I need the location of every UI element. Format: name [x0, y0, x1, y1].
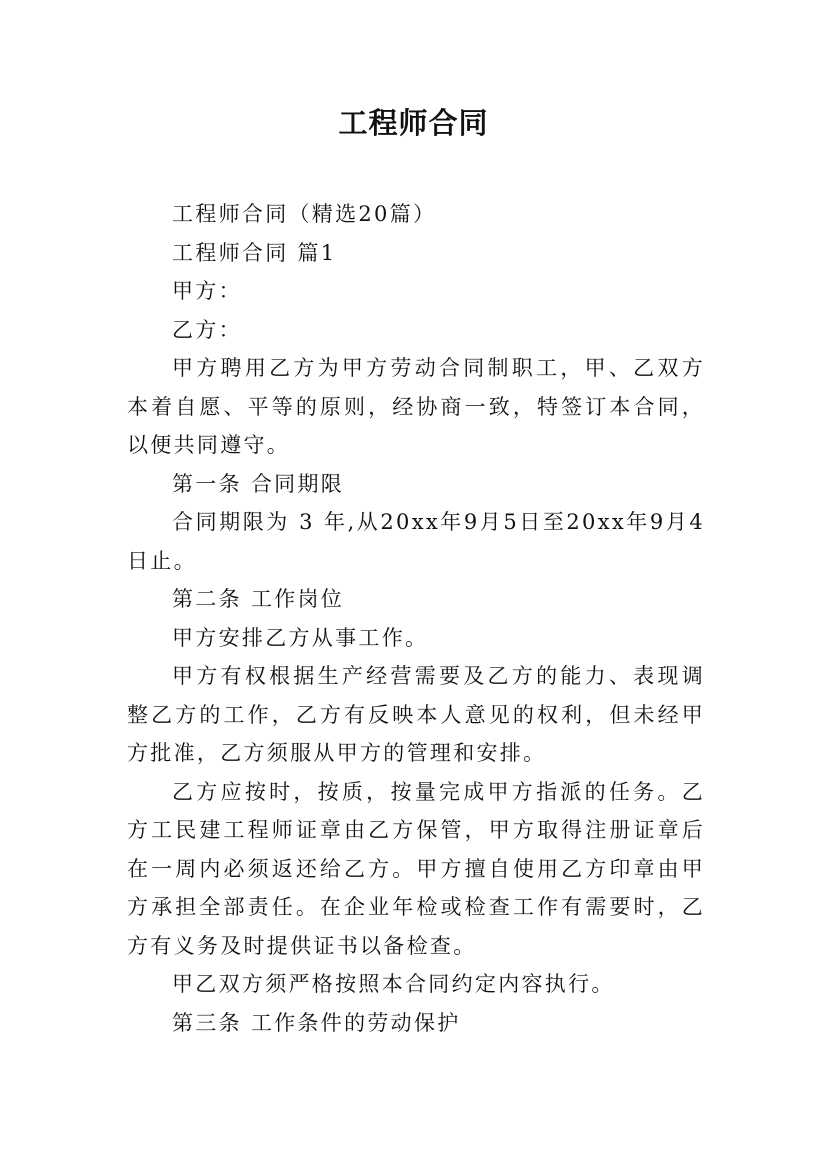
paragraph-preamble: 甲方聘用乙方为甲方劳动合同制职工，甲、乙双方本着自愿、平等的原则，经协商一致，特签订本合同，以便共同遵守。 — [127, 356, 705, 457]
paragraph-adjustment-rights: 甲方有权根据生产经营需要及乙方的能力、表现调整乙方的工作，乙方有反映本人意见的权利，但未经甲方批准，乙方须服从甲方的管理和安排。 — [127, 664, 705, 765]
paragraph-article-heading: 工程师合同 篇1 — [172, 240, 337, 265]
paragraph-party-a: 甲方： — [172, 279, 242, 303]
paragraph-collection-title: 工程师合同（精选20篇） — [172, 202, 437, 226]
document-body — [127, 195, 705, 1042]
paragraph-work-assignment: 甲方安排乙方从事工作。 — [172, 625, 429, 650]
paragraph-compliance: 甲乙双方须严格按照本合同约定内容执行。 — [172, 972, 615, 996]
paragraph-task-duties: 乙方应按时，按质，按量完成甲方指派的任务。乙方工民建工程师证章由乙方保管，甲方取得注册证章后在一周内必须返还给乙方。甲方擅自使用乙方印章由甲方承担全部责任。在企业年检或检查工作有需要时，乙方有义务及时提供证书以备检查。 — [127, 779, 705, 958]
paragraph-clause-3-heading: 第三条 工作条件的劳动保护 — [172, 1010, 461, 1035]
document-title: 工程师合同 — [338, 106, 489, 140]
paragraph-contract-term: 合同期限为 3 年,从20xx年9月5日至20xx年9月4日止。 — [127, 510, 705, 573]
paragraph-clause-1-heading: 第一条 合同期限 — [172, 471, 345, 496]
paragraph-clause-2-heading: 第二条 工作岗位 — [172, 587, 345, 611]
paragraph-party-b: 乙方： — [172, 317, 242, 342]
